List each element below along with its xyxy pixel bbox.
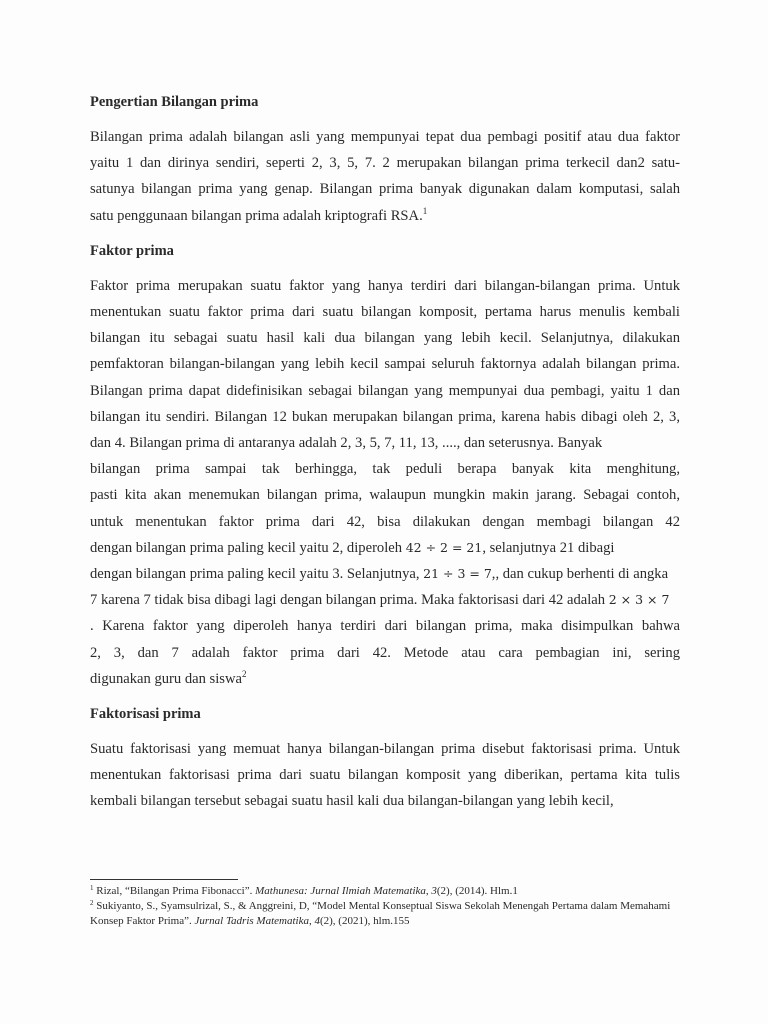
footnote-number: 2: [90, 899, 94, 907]
text-line: pasti kita akan menemukan bilangan prima, walaupun mungkin makin jarang. Sebagai contoh,: [90, 487, 680, 504]
footnote-text: ,: [425, 885, 432, 897]
footnotes: [90, 884, 680, 929]
text-line: kembali bilangan tersebut sebagai suatu hasil kali dua bilangan-bilangan yang lebih kecil,: [90, 793, 614, 810]
text-fragment: ,, dan cukup berhenti di angka: [491, 566, 669, 583]
text-fragment: , selanjutnya 21 dibagi: [482, 539, 615, 556]
footnote-volume: 3: [431, 885, 437, 897]
footnote-2: [90, 899, 680, 929]
text-line: . Karena faktor yang diperoleh hanya terdiri dari bilangan prima, maka disimpulkan bahwa: [90, 618, 680, 635]
section-heading-faktor-prima: Faktor prima: [90, 242, 174, 259]
text-line: pemfaktoran bilangan-bilangan yang lebih kecil sampai seluruh faktornya adalah bilangan prima.: [90, 356, 680, 373]
footnote-text: Rizal, “Bilangan Prima Fibonacci”.: [93, 885, 256, 897]
footnote-volume: 4: [314, 915, 320, 927]
equation: 21 ÷ 3 = 7: [423, 566, 492, 582]
text-line: menentukan faktorisasi prima dari suatu bilangan komposit yang diberikan, pertama kita tulis: [90, 767, 680, 784]
text-line: Faktor prima merupakan suatu faktor yang hanya terdiri dari bilangan-bilangan prima. Untuk: [90, 277, 680, 294]
text-line: bilangan prima sampai tak berhingga, tak peduli berapa banyak kita menghitung,: [90, 461, 680, 478]
footnote-journal: Jurnal Tadris Matematika: [194, 915, 309, 927]
paragraph-pengertian: [90, 124, 680, 229]
text-fragment: 7 karena 7 tidak bisa dibagi lagi dengan bilangan prima. Maka faktorisasi dari 42 adalah: [90, 592, 609, 609]
text-line: Bilangan prima adalah bilangan asli yang mempunyai tepat dua pembagi positif atau dua faktor: [90, 129, 680, 145]
text-line: bilangan itu sendiri. Bilangan 12 bukan merupakan bilangan prima, karena habis dibagi oleh 2, 3,: [90, 408, 680, 425]
footnote-ref: 2: [242, 668, 247, 679]
footnote-text: ,: [308, 915, 315, 927]
text-line: yaitu 1 dan dirinya sendiri, seperti 2, 3, 5, 7. 2 merupakan bilangan prima terkecil dan2 satu-: [90, 155, 680, 172]
text-line: Suatu faktorisasi yang memuat hanya bilangan-bilangan prima disebut faktorisasi prima. Untuk: [90, 741, 680, 758]
text-line: bilangan itu sebagai suatu hasil kali dua bilangan yang lebih kecil. Selanjutnya, dilakukan: [90, 330, 680, 347]
paragraph-faktor-prima: [90, 273, 680, 692]
text-line: [90, 561, 680, 587]
text-fragment: dengan bilangan prima paling kecil yaitu 3. Selanjutnya,: [90, 566, 424, 583]
text-line: menentukan suatu faktor prima dari suatu bilangan komposit, pertama harus menulis kembali: [90, 304, 680, 321]
text-line: Bilangan prima dapat didefinisikan sebagai bilangan yang mempunyai dua pembagi, yaitu 1 dan: [90, 382, 680, 399]
equation: 42 ÷ 2 = 21: [405, 539, 483, 555]
text-fragment: dengan bilangan prima paling kecil yaitu 2, diperoleh: [90, 539, 406, 556]
text-line: [90, 203, 680, 229]
text-line: dan 4. Bilangan prima di antaranya adalah 2, 3, 5, 7, 11, 13, ...., dan seterusnya. Banyak: [90, 435, 603, 452]
footnote-text: Sukiyanto, S., Syamsulrizal, S., & Anggreini, D, “Model Mental Konseptual Siswa Sekolah Menengah Pertama dalam Memahami Konsep Faktor Prima”.: [90, 900, 671, 927]
document-body: [90, 86, 680, 815]
text-fragment: satu penggunaan bilangan prima adalah kriptografi RSA.: [90, 207, 423, 224]
footnote-text: (2), (2014). Hlm.1: [436, 885, 518, 897]
text-line: untuk menentukan faktor prima dari 42, bisa dilakukan dengan membagi bilangan 42: [90, 513, 680, 530]
footnote-1: [90, 884, 680, 899]
section-heading-faktorisasi-prima: Faktorisasi prima: [90, 706, 201, 723]
footnote-number: 1: [90, 884, 94, 892]
paragraph-faktorisasi-prima: [90, 736, 680, 815]
footnote-journal: Mathunesa: Jurnal Ilmiah Matematika: [255, 885, 426, 897]
text-line: [90, 587, 680, 613]
footnote-ref: 1: [422, 205, 428, 216]
text-line: 2, 3, dan 7 adalah faktor prima dari 42. Metode atau cara pembagian ini, sering: [90, 644, 680, 661]
text-fragment: digunakan guru dan siswa: [90, 670, 242, 687]
section-heading-pengertian: Pengertian Bilangan prima: [90, 94, 259, 110]
text-line: [90, 535, 680, 561]
text-line: satunya bilangan prima yang genap. Bilangan prima banyak digunakan dalam komputasi, salah: [90, 181, 680, 198]
text-line: [90, 666, 680, 692]
footnote-separator: [90, 879, 238, 880]
equation: 2 × 3 × 7: [608, 592, 670, 608]
footnote-text: (2), (2021), hlm.155: [319, 915, 410, 927]
